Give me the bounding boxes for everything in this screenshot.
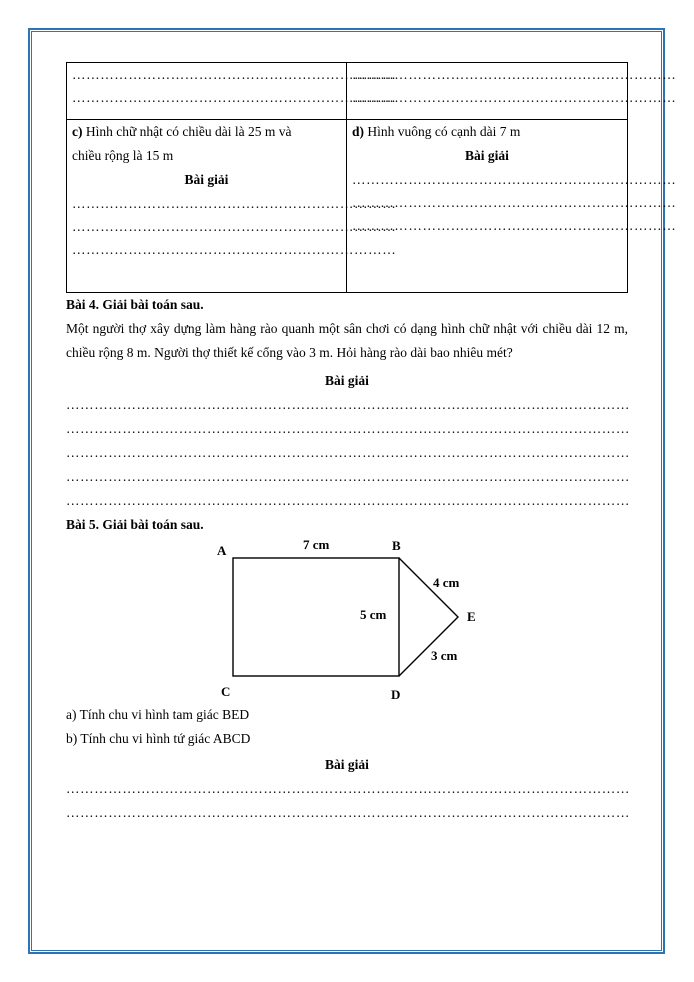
length-ab-label: 7 cm (303, 537, 330, 552)
problem-c-text: c) Hình chữ nhật có chiều dài là 25 m và (72, 124, 292, 139)
geometry-figure (66, 537, 628, 703)
answer-line[interactable]: …………………………………………………………… (72, 219, 397, 234)
answer-line[interactable]: …………………………………………………………… (72, 67, 397, 82)
answer-line[interactable]: …………………………………………………………… (72, 90, 397, 105)
answer-line[interactable]: ………………………………………………………………………………………………………… (66, 421, 630, 436)
answer-line[interactable]: …………………………………………………………… (72, 242, 397, 257)
point-c-label: C (221, 684, 231, 699)
length-bd-label: 5 cm (360, 607, 387, 622)
length-be-label: 4 cm (433, 575, 460, 590)
point-b-label: B (392, 538, 401, 553)
answer-line[interactable]: …………………………………………………………… (352, 90, 677, 105)
solution-heading: Bài giải (325, 373, 369, 388)
solution-heading: Bài giải (184, 172, 229, 187)
task-4-problem: Một người thợ xây dựng làm hàng rào quanh một sân chơi có dạng hình chữ nhật với chiều dài 12 m, chiều rộng 8 m. Người thợ thiết kế cổng vào 3 m. Hỏi hàng rào dài bao nhiêu mét? (66, 321, 628, 360)
answer-line[interactable]: ………………………………………………………………………………………………………… (66, 469, 630, 484)
solution-heading: Bài giải (325, 757, 369, 772)
answer-line[interactable]: …………………………………………………………… (352, 218, 677, 233)
table-cell-b-right (347, 63, 677, 120)
table-cell-b-left (67, 63, 397, 120)
table-cell-c (67, 120, 397, 293)
exercise-table (66, 62, 677, 293)
table-row (67, 63, 628, 120)
question-a: a) Tính chu vi hình tam giác BED (66, 707, 250, 722)
answer-line[interactable]: ………………………………………………………………………………………………………… (66, 445, 630, 460)
question-b: b) Tính chu vi hình tứ giác ABCD (66, 731, 251, 746)
worksheet-content (66, 62, 677, 825)
problem-c-text-2: chiều rộng là 15 m (72, 148, 174, 163)
problem-d-text: d) Hình vuông có cạnh dài 7 m (352, 124, 521, 139)
geometry-diagram (66, 537, 628, 703)
table-row (67, 120, 628, 293)
task-5-title: Bài 5. Giải bài toán sau. (66, 517, 204, 532)
answer-line[interactable]: …………………………………………………………… (352, 67, 677, 82)
answer-line[interactable]: …………………………………………………………… (352, 195, 677, 210)
length-de-label: 3 cm (431, 648, 458, 663)
answer-line[interactable]: …………………………………………………………… (72, 196, 397, 211)
point-a-label: A (217, 543, 227, 558)
point-e-label: E (467, 609, 476, 624)
answer-line[interactable]: ………………………………………………………………………………………………………… (66, 781, 630, 796)
answer-line[interactable]: ………………………………………………………………………………………………………… (66, 397, 630, 412)
task-4-title: Bài 4. Giải bài toán sau. (66, 297, 204, 312)
answer-line[interactable]: ………………………………………………………………………………………………………… (66, 493, 630, 508)
answer-line[interactable]: ………………………………………………………………………………………………………… (66, 805, 630, 820)
table-cell-d (347, 120, 677, 293)
answer-line[interactable]: …………………………………………………………… (352, 172, 677, 187)
solution-heading: Bài giải (465, 148, 509, 163)
point-d-label: D (391, 687, 401, 702)
